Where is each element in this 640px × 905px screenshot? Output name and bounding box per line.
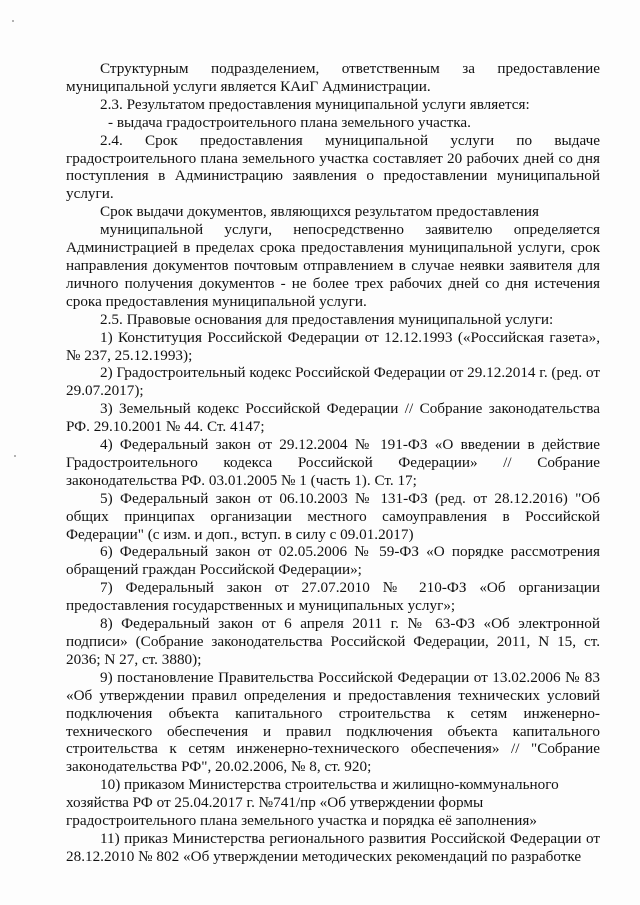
legal-basis-item-6: 6) Федеральный закон от 02.05.2006 № 59-ФЗ «О порядке рассмотрения обращений граждан Российской Федерации»; [66,543,600,579]
legal-basis-item-7: 7) Федеральный закон от 27.07.2010 № 210-ФЗ «Об организации предоставления государственных и муниципальных услуг»; [66,579,600,615]
scan-speck [12,20,14,22]
paragraph-delivery-term-cont: муниципальной услуги, непосредственно заявителю определяется Администрацией в пределах срока предоставления муниципальной услуги, срок направления документов почтовым отправлением в случае неявки заявителя для личного получения документов - не более трех рабочих дней со дня истечения срока предоставления муниципальной услуги. [66,221,600,310]
legal-basis-item-2: 2) Градостроительный кодекс Российской Федерации от 29.12.2014 г. (ред. от 29.07.2017); [66,364,600,400]
paragraph-2-4: 2.4. Срок предоставления муниципальной услуги по выдаче градостроительного плана земельного участка составляет 20 рабочих дней со дня поступления в Администрацию заявления о предоставлении муниципальной услуги. [66,131,600,203]
legal-basis-item-9: 9) постановление Правительства Российской Федерации от 13.02.2006 № 83 «Об утверждении правил определения и предоставления технических условий подключения объекта капитального строительства к сетям инженерно-технического обеспечения и правил подключения объекта капитального строительства к сетям инженерно-технического обеспечения» // "Собрание законодательства РФ", 20.02.2006, № 8, ст. 920; [66,668,600,776]
legal-basis-item-11: 11) приказ Министерства регионального развития Российской Федерации от 28.12.2010 № 802 «Об утверждении методических рекомендаций по разработке [66,829,600,865]
legal-basis-item-10: 10) приказом Министерства строительства и жилищно-коммунального хозяйства РФ от 25.04.2017 г. №741/пр «Об утверждении формы градостроительного плана земельного участка и порядка её заполнения» [66,776,559,830]
document-body [66,60,600,866]
legal-basis-item-3: 3) Земельный кодекс Российской Федерации // Собрание законодательства РФ. 29.10.2001 № 44. Ст. 4147; [66,400,600,436]
legal-basis-item-4: 4) Федеральный закон от 29.12.2004 № 191-ФЗ «О введении в действие Градостроительного кодекса Российской Федерации» // Собрание законодательства РФ. 03.01.2005 № 1 (часть 1). Ст. 17; [66,436,600,489]
paragraph-delivery-term: Срок выдачи документов, являющихся результатом предоставления [100,203,539,221]
legal-basis-item-5: 5) Федеральный закон от 06.10.2003 № 131-ФЗ (ред. от 28.12.2016) "Об общих принципах организации местного самоуправления в Российской Федерации" (с изм. и доп., вступ. в силу с 09.01.2017) [66,489,600,543]
scan-speck [14,455,16,457]
legal-basis-item-1: 1) Конституция Российской Федерации от 12.12.1993 («Российская газета», № 237, 25.12.1993); [66,328,600,364]
legal-basis-item-8: 8) Федеральный закон от 6 апреля 2011 г. № 63-ФЗ «Об электронной подписи» (Собрание законодательства Российской Федерации, 2011, N 15, ст. 2036; N 27, ст. 3880); [66,615,600,668]
paragraph-2-3-item: - выдача градостроительного плана земельного участка. [108,113,471,131]
paragraph-2-5-heading: 2.5. Правовые основания для предоставления муниципальной услуги: [100,310,554,328]
paragraph-responsible-unit: Структурным подразделением, ответственным за предоставление муниципальной услуги является КАиГ Администрации. [66,60,600,95]
paragraph-2-3-heading: 2.3. Результатом предоставления муниципальной услуги является: [100,95,530,113]
